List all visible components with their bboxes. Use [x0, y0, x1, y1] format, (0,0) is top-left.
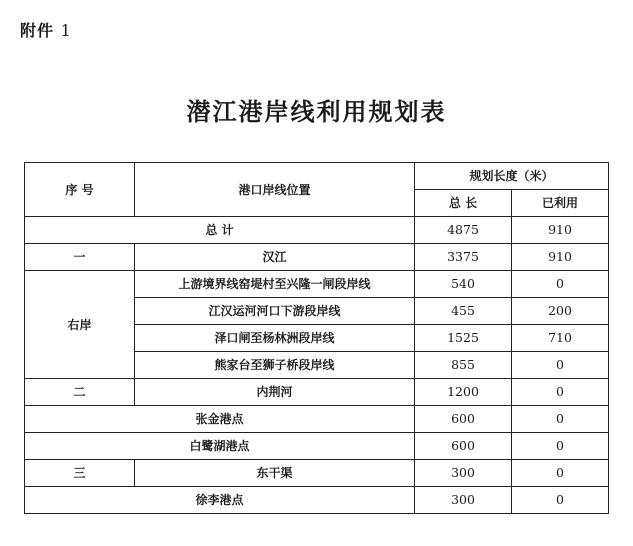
- row-total: 300: [415, 487, 512, 514]
- row-name: 泽口闸至杨林洲段岸线: [135, 325, 415, 352]
- attachment-label: [20, 18, 72, 41]
- row-used: 0: [512, 379, 609, 406]
- row-total: 1200: [415, 379, 512, 406]
- table-row: [25, 487, 609, 514]
- row-seq: 二: [25, 379, 135, 406]
- row-used: 0: [512, 271, 609, 298]
- row-used: 0: [512, 406, 609, 433]
- row-name: 白鹭湖港点: [25, 433, 415, 460]
- table-row: [25, 271, 609, 298]
- row-used: 200: [512, 298, 609, 325]
- row-total: 855: [415, 352, 512, 379]
- header-used: 已利用: [512, 190, 609, 217]
- row-total: 1525: [415, 325, 512, 352]
- header-planned-length: 规划长度（米）: [415, 163, 609, 190]
- row-seq: 三: [25, 460, 135, 487]
- row-total: 3375: [415, 244, 512, 271]
- table-row: [25, 406, 609, 433]
- row-total: 600: [415, 433, 512, 460]
- attachment-label-text: 附件: [20, 21, 55, 40]
- row-used: 710: [512, 325, 609, 352]
- row-used: 0: [512, 352, 609, 379]
- row-name: 江汉运河河口下游段岸线: [135, 298, 415, 325]
- row-used: 0: [512, 460, 609, 487]
- planning-table: [24, 162, 609, 514]
- row-total: 455: [415, 298, 512, 325]
- page-title: 潜江港岸线利用规划表: [186, 98, 447, 126]
- row-used: 910: [512, 244, 609, 271]
- header-row-1: [25, 163, 609, 190]
- row-total: 600: [415, 406, 512, 433]
- row-name: 汉江: [135, 244, 415, 271]
- table-row: [25, 244, 609, 271]
- row-used: 0: [512, 487, 609, 514]
- attachment-number: 1: [60, 21, 72, 40]
- row-label: 总 计: [25, 217, 415, 244]
- row-used: 0: [512, 433, 609, 460]
- table-row: [25, 217, 609, 244]
- row-used: 910: [512, 217, 609, 244]
- row-name: 上游境界线窑堤村至兴隆一闸段岸线: [135, 271, 415, 298]
- row-total: 540: [415, 271, 512, 298]
- row-seq: 一: [25, 244, 135, 271]
- row-name: 内荆河: [135, 379, 415, 406]
- row-name: 熊家台至狮子桥段岸线: [135, 352, 415, 379]
- row-total: 4875: [415, 217, 512, 244]
- row-name: 张金港点: [25, 406, 415, 433]
- row-name: 徐李港点: [25, 487, 415, 514]
- row-seq-right-bank: 右岸: [25, 271, 135, 379]
- row-total: 300: [415, 460, 512, 487]
- header-total: 总 长: [415, 190, 512, 217]
- table-row: [25, 379, 609, 406]
- table-row: [25, 460, 609, 487]
- header-location: 港口岸线位置: [135, 163, 415, 217]
- header-seq: 序 号: [25, 163, 135, 217]
- table-row: [25, 433, 609, 460]
- row-name: 东干渠: [135, 460, 415, 487]
